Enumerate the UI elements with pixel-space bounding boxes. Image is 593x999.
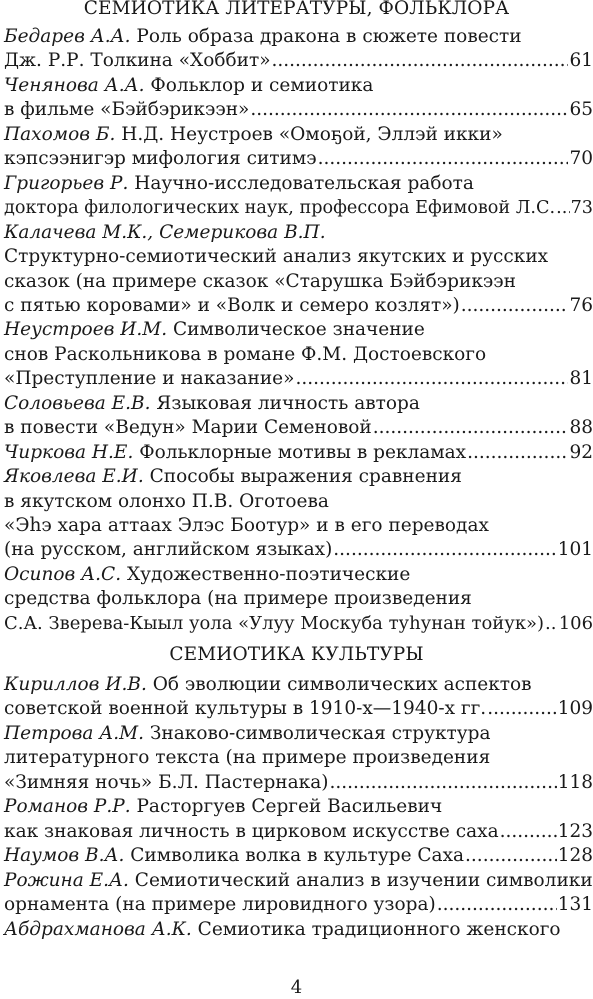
entry-title: в фильме «Бэйбэрикээн»	[4, 99, 250, 121]
dot-leader	[487, 697, 556, 721]
toc-entry-line	[4, 123, 593, 147]
section-title: СЕМИОТИКА ЛИТЕРАТУРЫ, ФОЛЬКЛОРА	[83, 0, 510, 19]
entry-page-number: 131	[557, 894, 593, 916]
entry-title: Семиотический анализ в изучении символики	[128, 869, 593, 891]
entry-title: «Эһэ хара аттаах Элэс Боотур» и в его переводах	[4, 515, 489, 536]
entry-author: Пахомов Б.	[4, 123, 116, 145]
toc-entry-line	[4, 441, 593, 465]
entry-text	[4, 367, 294, 391]
entry-title: Фольклорные мотивы в рекламах	[133, 441, 467, 463]
entry-title: Расторгуев Сергей Васильевич	[130, 796, 443, 818]
toc-entry-line	[4, 49, 593, 73]
entry-page-number: 65	[569, 99, 593, 121]
entry-text	[4, 697, 486, 721]
entry-title: Знаково-символическая структура	[144, 722, 491, 744]
entry-page-number: 109	[557, 698, 593, 720]
entry-title: доктора филологических наук, профессора Ефимовой Л.С.	[4, 198, 556, 219]
entry-text	[4, 918, 561, 942]
entry-title: снов Раскольникова в романе Ф.М. Достоевского	[4, 343, 487, 365]
dot-leader	[272, 49, 569, 73]
entry-text	[4, 563, 410, 587]
toc-entry-line	[4, 318, 593, 342]
entry-page-number: 61	[569, 50, 593, 72]
entry-text	[4, 441, 466, 465]
entry-title: С.А. Зверева-Кыыл уола «Улуу Москуба туһунан тойук»)	[4, 612, 545, 634]
entry-page-number: 76	[569, 294, 593, 316]
entry-text	[4, 820, 499, 844]
toc-entry-line	[4, 869, 593, 893]
entry-text	[4, 673, 532, 697]
entry-page-number: 106	[558, 612, 593, 634]
toc-entry-line	[4, 196, 593, 220]
dot-leader	[295, 367, 568, 391]
entry-title: Н.Д. Неустроев «Омоҕой, Эллэй икки»	[115, 123, 503, 145]
dot-leader	[373, 416, 569, 440]
toc-entry-line	[4, 25, 593, 49]
entry-page-number: 101	[557, 539, 593, 561]
entry-text	[4, 514, 489, 538]
toc-entry-line	[4, 612, 593, 636]
toc-entry-line	[4, 538, 593, 562]
entry-text	[4, 771, 328, 795]
entry-text	[4, 587, 472, 611]
entry-title: Символическое значение	[167, 319, 425, 341]
toc-entry-line	[4, 746, 593, 770]
entry-author: Рожина Е.А.	[4, 869, 129, 891]
dot-leader	[329, 771, 556, 795]
dot-leader	[545, 612, 558, 636]
entry-title: (на русском, английском языках)	[4, 539, 333, 561]
entry-text	[4, 196, 555, 220]
page-number: 4	[290, 977, 303, 998]
entry-author: Абдрахманова А.К.	[4, 918, 192, 940]
toc-entry-line	[4, 771, 593, 795]
entry-title: Способы выражения сравнения	[143, 466, 462, 488]
toc-entry-line	[4, 673, 593, 697]
entry-text	[4, 221, 326, 245]
dot-leader	[333, 538, 556, 562]
entry-title: «Зимняя ночь» Б.Л. Пастернака)	[4, 771, 329, 793]
toc-entry-line	[4, 587, 593, 611]
entry-title: средства фольклора (на примере произведения	[4, 588, 472, 610]
entry-text	[4, 318, 425, 342]
toc-entry-line	[4, 563, 593, 587]
entry-text	[4, 795, 442, 819]
dot-leader	[465, 844, 557, 868]
entry-text	[4, 722, 491, 746]
entry-text	[4, 74, 373, 98]
entry-title: Роль образа дракона в сюжете повести	[130, 26, 522, 47]
toc-entry-line	[4, 270, 593, 294]
toc-entry-line	[4, 490, 593, 514]
entry-text	[4, 844, 464, 868]
toc-entry-line	[4, 844, 593, 868]
section-title: СЕМИОТИКА КУЛЬТУРЫ	[169, 644, 424, 665]
entry-page-number: 88	[569, 417, 593, 439]
toc-entry-line	[4, 893, 593, 917]
entry-author: Осипов А.С.	[4, 563, 122, 585]
entry-text	[4, 123, 503, 147]
dot-leader	[318, 147, 569, 171]
dot-leader	[467, 441, 568, 465]
dot-leader	[500, 820, 557, 844]
entry-title: Художественно-поэтические	[121, 563, 411, 585]
entry-title: Семиотика традиционного женского	[191, 918, 561, 940]
entry-author: Яковлева Е.И.	[4, 466, 144, 488]
entry-text	[4, 343, 486, 367]
toc-entry-line	[4, 697, 593, 721]
entry-title: Языковая личность автора	[150, 392, 420, 414]
entry-title: орнамента (на примере лировидного узора)	[4, 894, 436, 916]
entry-page-number: 70	[569, 148, 593, 170]
entry-text	[4, 25, 522, 49]
entry-author: Бедарев А.А.	[4, 26, 131, 47]
entry-page-number: 73	[570, 198, 593, 219]
entry-author: Ченянова А.А.	[4, 74, 145, 96]
entry-author: Романов Р.Р.	[4, 796, 131, 818]
entry-text	[4, 746, 490, 770]
entry-title: советской военной культуры в 1910-х—1940-х гг.	[4, 698, 487, 720]
toc-entry-line	[4, 416, 593, 440]
entry-author: Калачева М.К., Семерикова В.П.	[4, 221, 326, 243]
entry-text	[4, 538, 332, 562]
entry-title: Дж. Р.Р. Толкина «Хоббит»	[4, 50, 271, 72]
entry-title: в повести «Ведун» Марии Семеновой	[4, 417, 372, 439]
dot-leader	[437, 893, 557, 917]
entry-text	[4, 490, 329, 514]
entry-page-number: 81	[569, 368, 593, 390]
toc-entry-line	[4, 343, 593, 367]
toc-entry-line	[4, 221, 593, 245]
toc-entry-line	[4, 98, 593, 122]
entry-author: Григорьев Р.	[4, 172, 129, 194]
entry-title: Символика волка в культуре Саха	[124, 845, 465, 867]
entry-text	[4, 147, 317, 171]
entry-text	[4, 416, 372, 440]
dot-leader	[250, 98, 568, 122]
entry-title: Об эволюции символических аспектов	[146, 674, 532, 695]
toc-entry-line	[4, 918, 593, 942]
toc-entry-line	[4, 172, 593, 196]
entry-text	[4, 270, 516, 294]
toc-entry-line	[4, 147, 593, 171]
entry-text	[4, 392, 420, 416]
entry-page-number: 92	[569, 441, 593, 463]
entry-title: Структурно-семиотический анализ якутских и русских	[4, 246, 549, 268]
entry-title: «Преступление и наказание»	[4, 368, 295, 390]
entry-author: Чиркова Н.Е.	[4, 441, 134, 463]
entry-text	[4, 245, 548, 269]
entry-title: Научно-исследовательская работа	[128, 172, 474, 194]
entry-title: как знаковая личность в цирковом искусстве саха	[4, 820, 499, 842]
toc-entry-line	[4, 294, 593, 318]
entry-title: с пятью коровами» и «Волк и семеро козлят»)	[4, 294, 460, 316]
entry-page-number: 123	[557, 820, 593, 842]
toc-entry-line	[4, 74, 593, 98]
entry-text	[4, 869, 593, 893]
entry-text	[4, 172, 474, 196]
toc-entry-line	[4, 245, 593, 269]
entry-text	[4, 893, 436, 917]
toc-entry-line	[4, 820, 593, 844]
entry-title: кэпсээнигэр мифология ситимэ	[4, 148, 317, 170]
entry-text	[4, 294, 460, 318]
entry-author: Петрова А.М.	[4, 722, 144, 744]
toc-entry-line	[4, 367, 593, 391]
entry-title: в якутском олонхо П.В. Оготоева	[4, 490, 329, 512]
entry-text	[4, 49, 271, 73]
entry-text	[4, 98, 249, 122]
entry-author: Наумов В.А.	[4, 845, 125, 867]
entry-title: сказок (на примере сказок «Старушка Бэйбэрикээн	[4, 270, 516, 292]
entry-title: литературного текста (на примере произведения	[4, 747, 491, 769]
entry-author: Кириллов И.В.	[4, 674, 147, 695]
toc-entry-line	[4, 722, 593, 746]
entry-text	[4, 465, 462, 489]
entry-author: Соловьева Е.В.	[4, 392, 151, 414]
toc-entry-line	[4, 392, 593, 416]
entry-text	[4, 612, 544, 636]
entry-title: Фольклор и семиотика	[144, 74, 374, 96]
entry-author: Неустроев И.М.	[4, 319, 168, 341]
entry-page-number: 128	[557, 845, 593, 867]
dot-leader	[461, 294, 569, 318]
toc-entry-line	[4, 465, 593, 489]
toc-entry-line	[4, 795, 593, 819]
dot-leader	[556, 196, 569, 220]
toc-entry-line	[4, 514, 593, 538]
entry-page-number: 118	[557, 771, 593, 793]
